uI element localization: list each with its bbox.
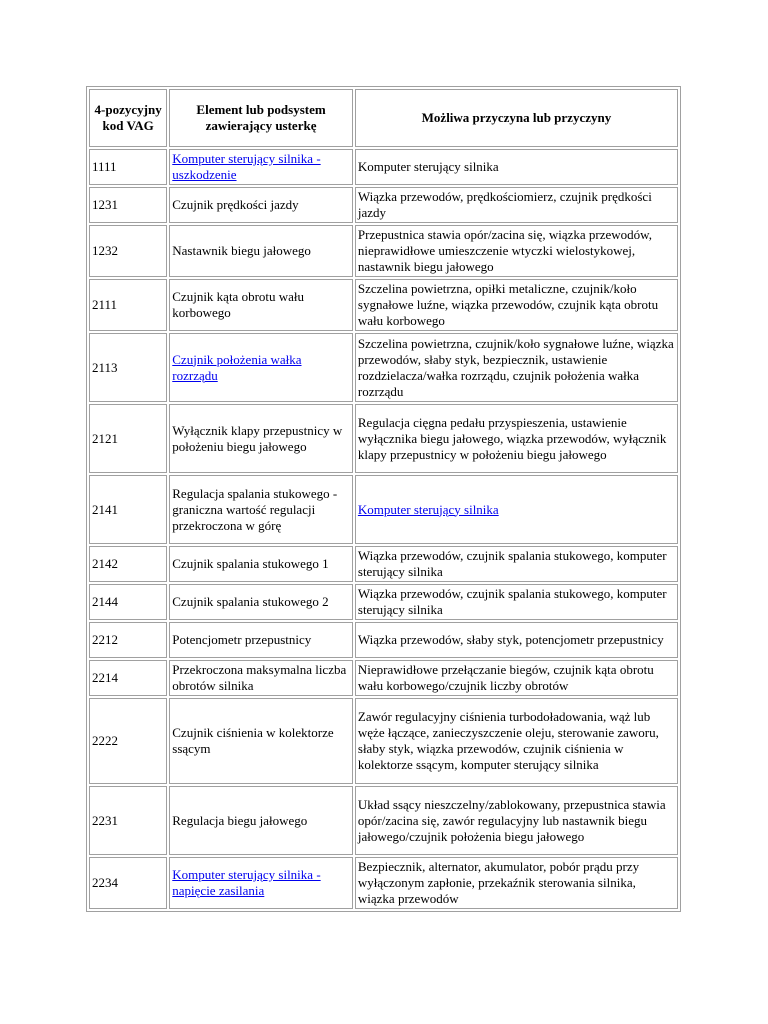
cell-element: Czujnik prędkości jazdy: [169, 187, 353, 223]
table-row: [89, 584, 678, 620]
table-row: [89, 698, 678, 784]
cell-element: Regulacja spalania stukowego - graniczna wartość regulacji przekroczona w górę: [169, 475, 353, 544]
cause-link[interactable]: Komputer sterujący silnika: [357, 501, 499, 517]
element-link[interactable]: Komputer sterujący silnika - napięcie zasilania: [172, 867, 321, 898]
fault-code-table: [86, 86, 681, 912]
header-cause: Możliwa przyczyna lub przyczyny: [355, 89, 678, 147]
cell-code: 2111: [89, 279, 167, 331]
cell-element: Czujnik spalania stukowego 1: [169, 546, 353, 582]
header-element: Element lub podsystem zawierający usterkę: [169, 89, 353, 147]
cell-element: Czujnik spalania stukowego 2: [169, 584, 353, 620]
cell-element: [169, 857, 353, 909]
element-link[interactable]: Komputer sterujący silnika - uszkodzenie: [172, 151, 321, 182]
cell-cause: Regulacja cięgna pedału przyspieszenia, ustawienie wyłącznika biegu jałowego, wiązka przewodów, wyłącznik klapy przepustnicy w położeniu biegu jałowego: [355, 404, 678, 473]
cell-cause: Nieprawidłowe przełączanie biegów, czujnik kąta obrotu wału korbowego/czujnik liczby obrotów: [355, 660, 678, 696]
cell-element: Wyłącznik klapy przepustnicy w położeniu biegu jałowego: [169, 404, 353, 473]
cell-code: 1111: [89, 149, 167, 185]
cell-element: Czujnik kąta obrotu wału korbowego: [169, 279, 353, 331]
table-row: [89, 404, 678, 473]
cell-element: Przekroczona maksymalna liczba obrotów silnika: [169, 660, 353, 696]
header-code: 4-pozycyjny kod VAG: [89, 89, 167, 147]
cell-cause: [355, 475, 678, 544]
table-row: [89, 279, 678, 331]
table-body: [89, 149, 678, 909]
cell-element: [169, 333, 353, 402]
cell-cause: Wiązka przewodów, czujnik spalania stukowego, komputer sterujący silnika: [355, 546, 678, 582]
cell-element: Czujnik ciśnienia w kolektorze ssącym: [169, 698, 353, 784]
table-row: [89, 786, 678, 855]
cell-cause: Wiązka przewodów, słaby styk, potencjometr przepustnicy: [355, 622, 678, 658]
cell-code: 1232: [89, 225, 167, 277]
cell-code: 2142: [89, 546, 167, 582]
table-row: [89, 546, 678, 582]
cell-code: 2144: [89, 584, 167, 620]
table-row: [89, 225, 678, 277]
element-link[interactable]: Czujnik położenia wałka rozrządu: [172, 351, 302, 383]
cell-cause: Bezpiecznik, alternator, akumulator, pobór prądu przy wyłączonym zapłonie, przekaźnik sterowania silnika, wiązka przewodów: [355, 857, 678, 909]
cell-cause: Układ ssący nieszczelny/zablokowany, przepustnica stawia opór/zacina się, zawór regulacyjny lub nastawnik biegu jałowego/czujnik położenia biegu jałowego: [355, 786, 678, 855]
cell-code: 2214: [89, 660, 167, 696]
cell-code: 2212: [89, 622, 167, 658]
table-row: [89, 333, 678, 402]
table-row: [89, 857, 678, 909]
cell-code: 2121: [89, 404, 167, 473]
cell-code: 2222: [89, 698, 167, 784]
cell-cause: Komputer sterujący silnika: [355, 149, 678, 185]
cell-cause: Przepustnica stawia opór/zacina się, wiązka przewodów, nieprawidłowe umieszczenie wtyczki wielostykowej, nastawnik biegu jałowego: [355, 225, 678, 277]
cell-cause: Szczelina powietrzna, opiłki metaliczne, czujnik/koło sygnałowe luźne, wiązka przewodów, czujnik kąta obrotu wału korbowego: [355, 279, 678, 331]
cell-element: Potencjometr przepustnicy: [169, 622, 353, 658]
cell-code: 2234: [89, 857, 167, 909]
cell-element: Nastawnik biegu jałowego: [169, 225, 353, 277]
cell-code: 1231: [89, 187, 167, 223]
table-row: [89, 475, 678, 544]
cell-cause: Wiązka przewodów, prędkościomierz, czujnik prędkości jazdy: [355, 187, 678, 223]
table-row: [89, 187, 678, 223]
table-row: [89, 149, 678, 185]
cell-code: 2113: [89, 333, 167, 402]
cell-cause: Zawór regulacyjny ciśnienia turbodoładowania, wąż lub węże łączące, zanieczyszczenie oleju, sterowanie zaworu, słaby styk, wiązka przewodów, czujnik ciśnienia w kolektorze ssącym, komputer sterujący silnika: [355, 698, 678, 784]
table-header-row: [89, 89, 678, 147]
cell-code: 2231: [89, 786, 167, 855]
table-row: [89, 622, 678, 658]
cell-cause: Szczelina powietrzna, czujnik/koło sygnałowe luźne, wiązka przewodów, słaby styk, bezpiecznik, ustawienie rozdzielacza/wałka rozrządu, czujnik położenia wałka rozrządu: [355, 333, 678, 402]
cell-element: Regulacja biegu jałowego: [169, 786, 353, 855]
cell-cause: Wiązka przewodów, czujnik spalania stukowego, komputer sterujący silnika: [355, 584, 678, 620]
cell-element: [169, 149, 353, 185]
table-row: [89, 660, 678, 696]
cell-code: 2141: [89, 475, 167, 544]
